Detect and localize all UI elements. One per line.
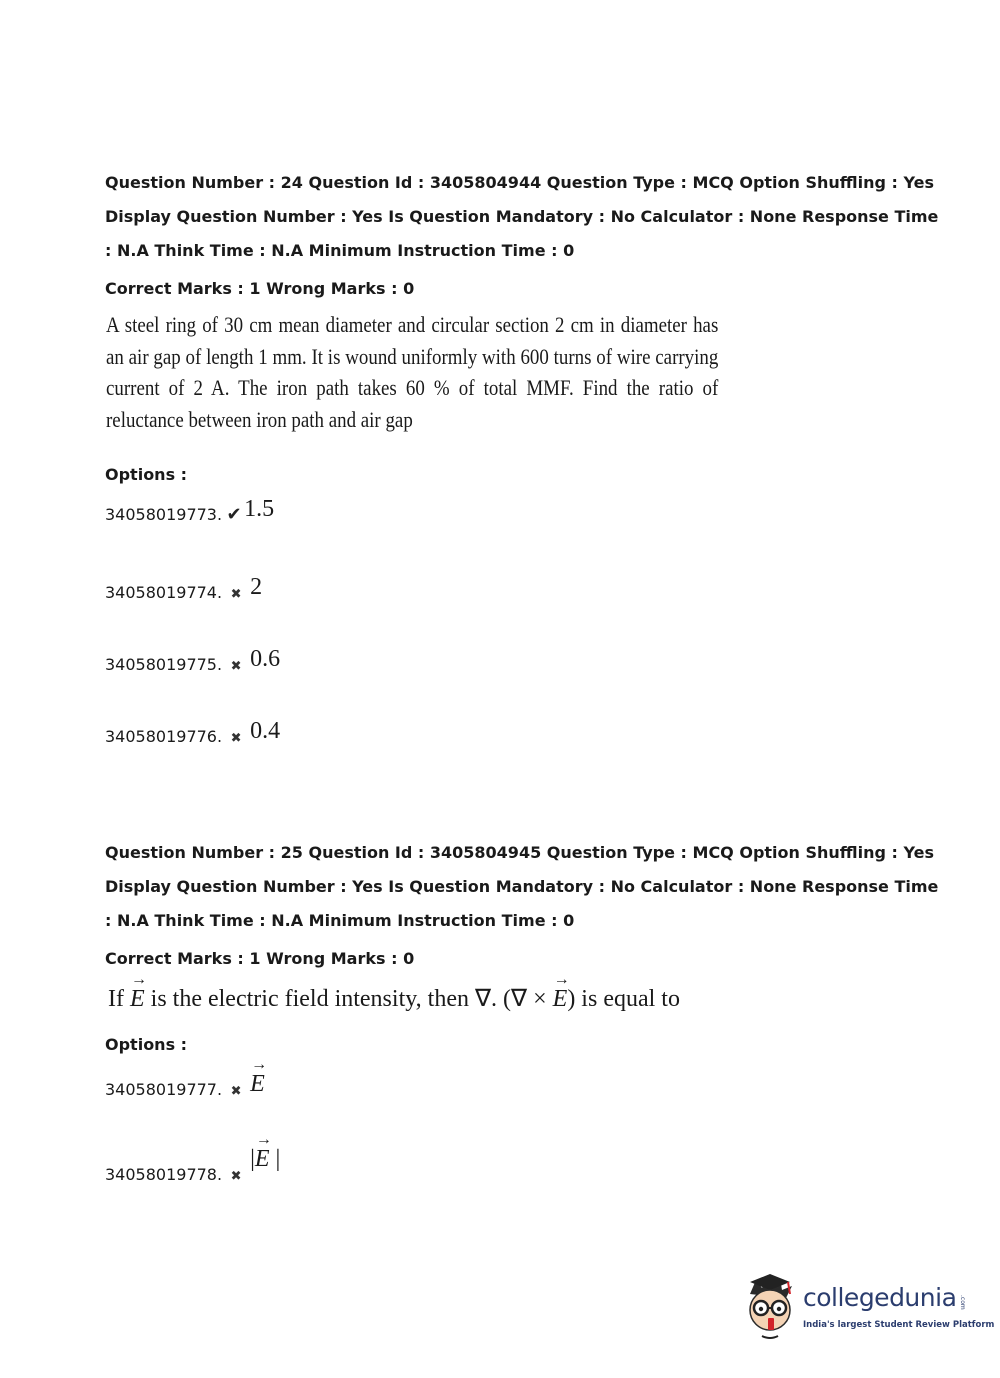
q24-meta-line-1: Question Number : 24 Question Id : 3405804944 Question Type : MCQ Option Shuffling : Yes [105,173,935,192]
option-id: 34058019776. [105,727,223,746]
q25-meta-line-3: : N.A Think Time : N.A Minimum Instruction Time : 0 [105,911,575,930]
q25-meta [105,836,939,938]
q25-text-part-1: If [108,986,130,1012]
abs-bar-left: | [250,1146,255,1172]
q25-options-label: Options : [105,1035,188,1054]
q24-meta-line-3: : N.A Think Time : N.A Minimum Instruction Time : 0 [105,241,575,260]
option-id: 34058019774. [105,583,223,602]
q25-option-1 [105,1071,265,1102]
q25-question-text [108,984,680,1013]
option-value: 0.4 [250,718,281,744]
vector-e: → E [255,1146,270,1173]
option-id: 34058019777. [105,1080,223,1099]
check-icon: ✔ [226,504,242,525]
q25-text-part-2: is the electric field intensity, then ∇. (∇ × [144,986,553,1012]
q24-option-2 [105,574,263,605]
mascot-icon [740,1272,802,1342]
cross-icon: ✖ [230,587,242,602]
option-value: 2 [250,574,263,600]
q25-meta-line-1: Question Number : 25 Question Id : 3405804945 Question Type : MCQ Option Shuffling : Yes [105,843,935,862]
q24-option-3 [105,646,281,677]
logo-wordmark: collegedunia [803,1283,957,1312]
cross-icon: ✖ [230,731,242,746]
cross-icon: ✖ [230,659,242,674]
q24-option-1 [105,496,275,527]
option-id: 34058019778. [105,1165,223,1184]
logo-domain-suffix: .com [959,1295,966,1310]
option-value: 1.5 [244,496,275,522]
q24-question-text: A steel ring of 30 cm mean diameter and circular section 2 cm in diameter has an air gap of length 1 mm. It is wound uniformly with 600 turns of wire carrying current of 2 A. The iron path takes 60 % of total MMF. Find the ratio of reluctance between iron path and air gap [106,312,719,432]
q25-meta-line-2: Display Question Number : Yes Is Question Mandatory : No Calculator : None Response Time [105,877,939,896]
vector-e: → E [553,986,568,1013]
collegedunia-logo [740,1272,995,1342]
q24-meta-line-2: Display Question Number : Yes Is Question Mandatory : No Calculator : None Response Time [105,207,939,226]
q24-options-label: Options : [105,465,188,484]
vector-e: → E [130,986,145,1013]
q24-option-4 [105,718,281,749]
option-value [250,1146,280,1173]
q24-marks: Correct Marks : 1 Wrong Marks : 0 [105,279,415,298]
option-id: 34058019773. [105,505,223,524]
q25-text-part-3: ) is equal to [567,986,680,1012]
option-value: → E [250,1071,265,1098]
q25-option-2 [105,1146,281,1187]
option-value: 0.6 [250,646,281,672]
option-id: 34058019775. [105,655,223,674]
cross-icon: ✖ [230,1084,242,1099]
q24-meta [105,166,939,268]
abs-bar-right: | [275,1146,281,1172]
q25-marks: Correct Marks : 1 Wrong Marks : 0 [105,949,415,968]
cross-icon: ✖ [230,1169,242,1184]
logo-tagline: India's largest Student Review Platform [803,1320,995,1330]
